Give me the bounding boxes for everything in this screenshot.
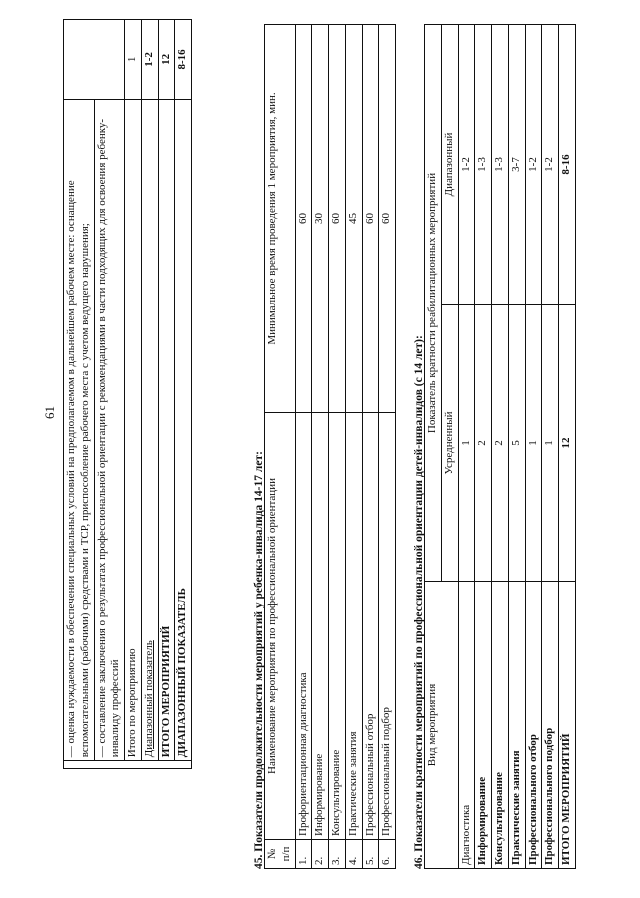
table-row [125, 20, 142, 769]
row-label: Диапазонный показатель [141, 99, 158, 760]
row-label: ДИАПАЗОННЫЙ ПОКАЗАТЕЛЬ [175, 99, 192, 760]
row-value: 12 [158, 20, 175, 100]
duration-table [264, 24, 396, 869]
table-row: Практические занятия 5 3-7 [508, 25, 525, 869]
frequency-table [424, 24, 576, 869]
column-group-header: Показатель кратности реабилитационных мероприятий [425, 25, 442, 582]
table-row: Профессионального отбор 1 1-2 [525, 25, 542, 869]
table-row: Профессионального подбор 1 1-2 [542, 25, 559, 869]
list-item: — оценка нуждаемости в обеспечении специальных условий на предполагаемом в дальнейшем рабочем месте: оснащение вспомогательными (рабочими) средствами и ТСР, приспособление рабочего места с учетом ведущего нарушения; [64, 99, 95, 760]
column-header: Вид мероприятия [425, 582, 459, 869]
section-heading: 46. Показатели кратности мероприятий по профессиональной ориентации детей-инвалидов (с 14 лет): [413, 335, 425, 869]
table-row: 5. Профессиональный отбор 60 [362, 25, 379, 869]
table-header-row [265, 25, 296, 869]
section-heading: 45. Показатели продолжительности мероприятий у ребенка-инвалида 14-17 лет: [253, 451, 265, 869]
table-row: 4. Практические занятия 45 [345, 25, 362, 869]
table-row [64, 20, 95, 769]
table-header-row [425, 25, 442, 869]
row-label: ИТОГО МЕРОПРИЯТИЙ [158, 99, 175, 760]
table-row: ИТОГО МЕРОПРИЯТИЙ 12 8-16 [559, 25, 576, 869]
rotated-document-page [20, 19, 620, 879]
table-row: Информирование 2 1-3 [475, 25, 492, 869]
table-row: Консультирование 2 1-3 [492, 25, 509, 869]
list-item: — составление заключения о результатах профессиональной ориентации с рекомендациями в части подходящих для освоения ребенку-инвалиду профессий [94, 99, 125, 760]
column-header: Минимальное время проведения 1 мероприятия, мин. [265, 25, 296, 413]
table-row: 3. Консультирование 60 [329, 25, 346, 869]
table-row: Диагностика 1 1-2 [458, 25, 475, 869]
row-label: Итого по мероприятию [125, 99, 142, 760]
page-number: 61 [42, 406, 57, 419]
column-header: № п/п [265, 840, 296, 869]
table-row [158, 20, 175, 769]
row-value: 8-16 [175, 20, 192, 100]
column-header: Диапазонный [441, 25, 458, 305]
row-value: 1-2 [141, 20, 158, 100]
column-header: Наименование мероприятия по профессиональной ориентации [265, 413, 296, 840]
table-row: 1. Профориентационная диагностика 60 [295, 25, 312, 869]
column-header: Усредненный [441, 304, 458, 581]
table-row [175, 20, 192, 769]
table-row [141, 20, 158, 769]
row-value: 1 [125, 20, 142, 100]
table-row: 6. Профессиональный подбор 60 [379, 25, 396, 869]
table-row: 2. Информирование 30 [312, 25, 329, 869]
continuation-table [63, 19, 192, 769]
table-row [94, 20, 125, 769]
